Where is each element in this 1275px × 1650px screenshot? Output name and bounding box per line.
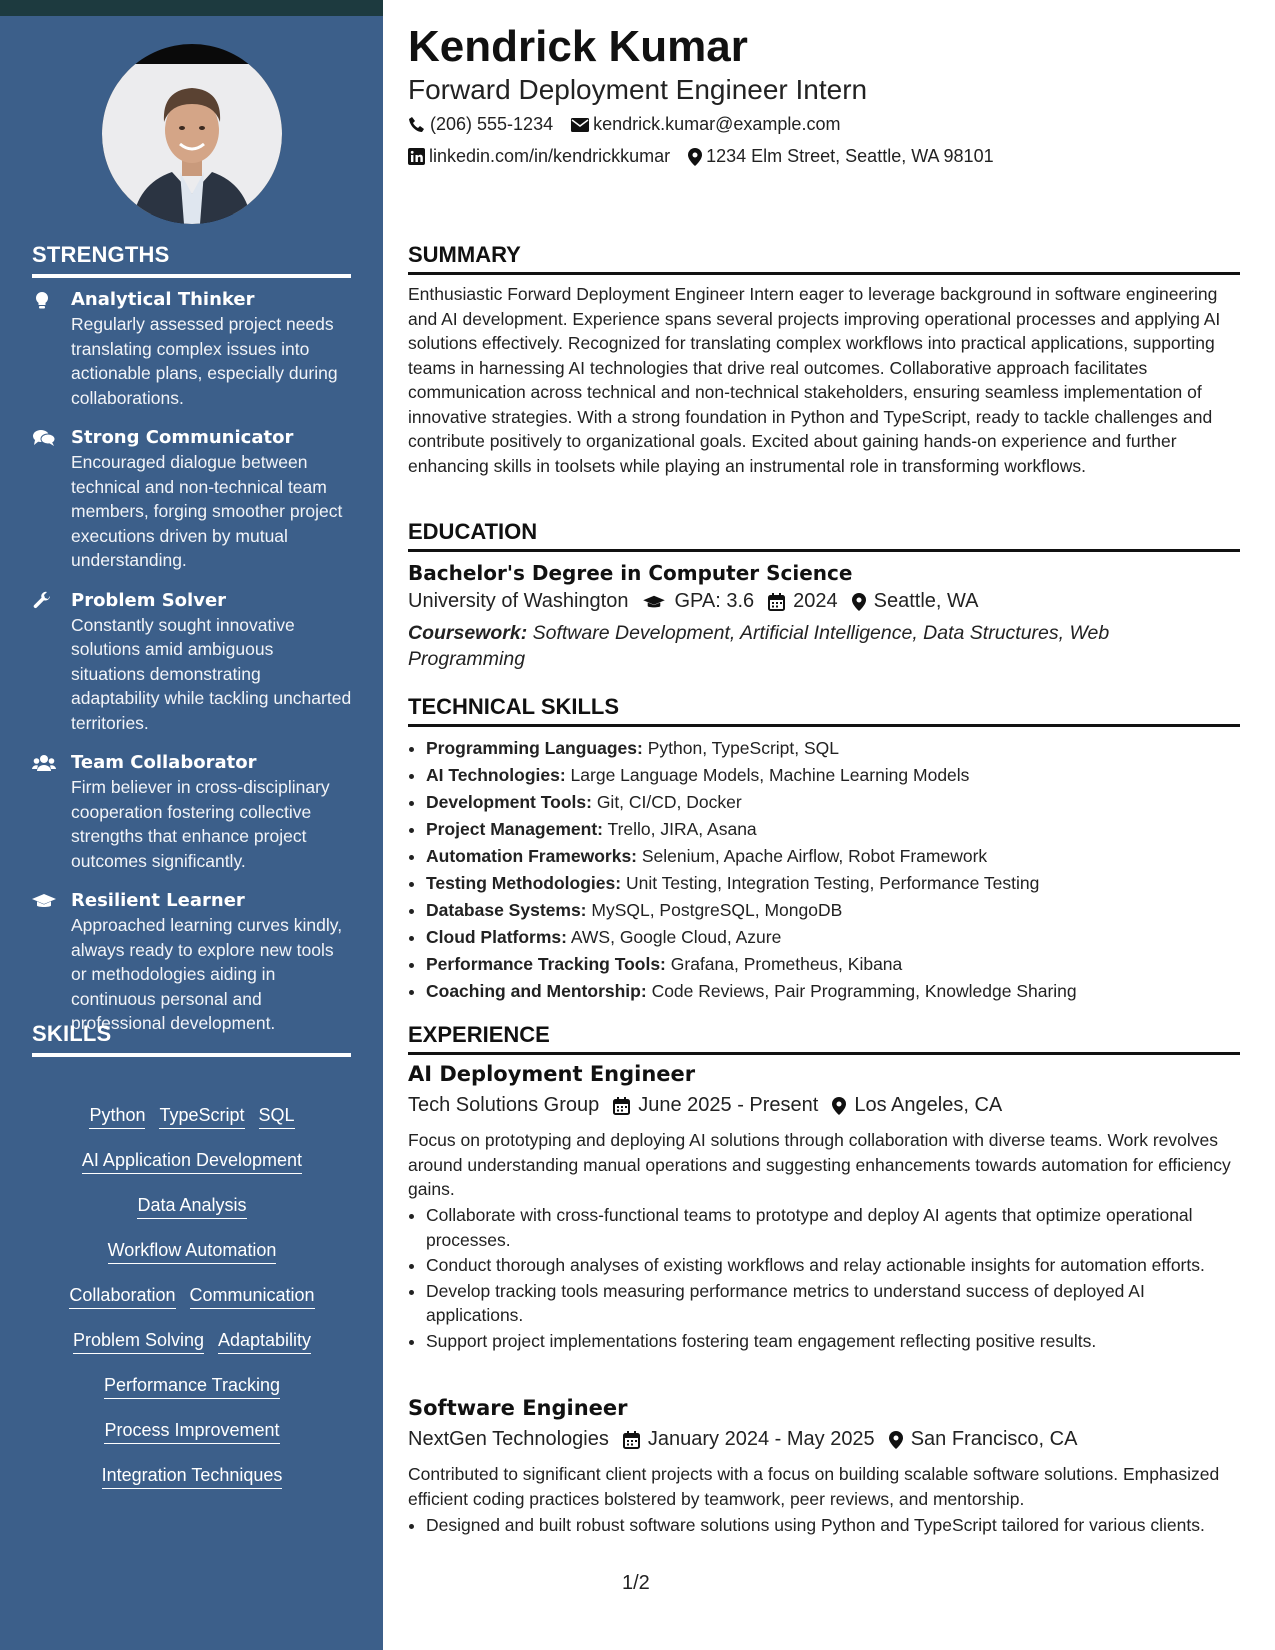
job-meta xyxy=(408,1428,1091,1451)
list-item xyxy=(426,735,1258,762)
list-item xyxy=(426,762,1258,789)
year-text: 2024 xyxy=(793,590,838,612)
technical-skills-list xyxy=(408,735,1258,1005)
location-pin-icon xyxy=(832,1097,846,1115)
coursework xyxy=(408,620,1168,672)
graduation-cap-icon xyxy=(32,891,56,911)
skill-values: Large Language Models, Machine Learning Models xyxy=(565,765,970,785)
job-title: Software Engineer xyxy=(408,1396,628,1420)
contact-row xyxy=(408,114,858,135)
linkedin-icon xyxy=(408,148,425,165)
job-location xyxy=(889,1428,1078,1451)
list-item: • Support project implementations fostering team engagement reflecting positive results. xyxy=(426,1329,1238,1354)
email-contact[interactable] xyxy=(571,114,840,135)
job-location xyxy=(832,1094,1002,1117)
skill-category: Programming Languages: xyxy=(426,738,643,758)
list-item xyxy=(426,843,1258,870)
list-item xyxy=(426,924,1258,951)
strengths-list xyxy=(32,288,352,1052)
company-name: Tech Solutions Group xyxy=(408,1094,600,1116)
strength-title: Problem Solver xyxy=(71,589,227,611)
strength-title: Resilient Learner xyxy=(71,890,245,911)
calendar-icon xyxy=(623,1431,640,1449)
skill-values: Unit Testing, Integration Testing, Performance Testing xyxy=(621,873,1040,893)
job-dates xyxy=(623,1428,875,1451)
coursework-list: Software Development, Artificial Intelligence, Data Structures, Web Programming xyxy=(408,622,1110,670)
strength-description: Approached learning curves kindly, always ready to explore new tools or methodologies aiding in continuous personal and professional development. xyxy=(71,915,343,1033)
email-link[interactable]: kendrick.kumar@example.com xyxy=(593,114,841,134)
skill-values: Selenium, Apache Airflow, Robot Framework xyxy=(637,846,988,866)
summary-text: Enthusiastic Forward Deployment Engineer Intern eager to leverage background in software engineering and AI development. Experience spans several projects improving operational processes and applying AI solutions effectively. Recognized for translating complex workflows into practical applications, supporting teams in harnessing AI technologies that drive real outcomes. Collaborative approach facilitates communication across technical and non-technical stakeholders, ensuring seamless implementation of innovative strategies. With a strong foundation in Python and TypeScript, ready to tackle challenges and contribute positively to organizational goals. Excited about gaining hands-on experience and further enhancing skills in toolsets while playing an instrumental role in transforming workflows. xyxy=(408,284,1221,476)
list-item xyxy=(426,789,1258,816)
gpa xyxy=(642,590,754,613)
skill-tag: Communication xyxy=(190,1284,315,1309)
skill-tag: Integration Techniques xyxy=(102,1464,283,1489)
dates-text: June 2025 - Present xyxy=(638,1094,819,1116)
location-text: Los Angeles, CA xyxy=(854,1094,1003,1116)
location-text: San Francisco, CA xyxy=(910,1428,1078,1450)
job-meta xyxy=(408,1094,1016,1117)
education-meta xyxy=(408,590,993,613)
job-dates xyxy=(613,1094,818,1117)
location-pin-icon xyxy=(852,593,866,611)
strengths-heading: STRENGTHS xyxy=(32,242,351,278)
skill-category: Coaching and Mentorship: xyxy=(426,981,647,1001)
calendar-icon xyxy=(613,1097,630,1115)
skills-tags xyxy=(32,1104,352,1509)
page-number: 1/2 xyxy=(622,1572,650,1594)
calendar-icon xyxy=(768,593,785,611)
education-location xyxy=(852,590,979,613)
skill-values: Trello, JIRA, Asana xyxy=(602,819,757,839)
company-name: NextGen Technologies xyxy=(408,1428,609,1450)
summary-heading: SUMMARY xyxy=(408,242,1240,275)
address-text: 1234 Elm Street, Seattle, WA 98101 xyxy=(706,146,994,166)
profile-photo xyxy=(102,44,282,224)
school-name: University of Washington xyxy=(408,590,629,612)
list-item: • Develop tracking tools measuring performance metrics to understand success of deployed AI applications. xyxy=(426,1279,1238,1328)
list-item xyxy=(426,870,1258,897)
list-item xyxy=(426,897,1258,924)
graduation-cap-icon xyxy=(642,593,666,611)
strength-title: Strong Communicator xyxy=(71,427,294,448)
list-item xyxy=(426,816,1258,843)
experience-heading: EXPERIENCE xyxy=(408,1022,1240,1055)
strength-description: Constantly sought innovative solutions amid ambiguous situations demonstrating adaptability while tackling uncharted territories. xyxy=(71,614,352,733)
phone-icon xyxy=(408,116,426,134)
strength-item xyxy=(32,426,352,573)
lightbulb-icon xyxy=(32,290,56,310)
skill-category: Development Tools: xyxy=(426,792,592,812)
chat-bubbles-icon xyxy=(32,428,56,448)
candidate-role: Forward Deployment Engineer Intern xyxy=(408,74,868,105)
strength-description: Regularly assessed project needs translating complex issues into actionable plans, especially during collaborations. xyxy=(71,314,338,408)
skill-tag: Workflow Automation xyxy=(108,1239,277,1264)
location-text: Seattle, WA xyxy=(873,590,979,612)
skill-values: MySQL, PostgreSQL, MongoDB xyxy=(586,900,843,920)
skill-category: AI Technologies: xyxy=(426,765,566,785)
skill-tag: Python xyxy=(89,1104,145,1129)
coursework-label: Coursework: xyxy=(408,622,528,644)
skill-tag: Process Improvement xyxy=(104,1419,279,1444)
phone-number: (206) 555-1234 xyxy=(430,114,554,134)
skill-category: Cloud Platforms: xyxy=(426,927,567,947)
skill-tag: TypeScript xyxy=(159,1104,244,1129)
skill-values: Git, CI/CD, Docker xyxy=(591,792,742,812)
list-item: • Conduct thorough analyses of existing workflows and relay actionable insights for automation efforts. xyxy=(426,1253,1238,1278)
skill-category: Performance Tracking Tools: xyxy=(426,954,666,974)
address-contact xyxy=(688,146,994,167)
skill-tag: Adaptability xyxy=(218,1329,311,1354)
wrench-icon xyxy=(32,591,56,611)
dates-text: January 2024 - May 2025 xyxy=(647,1428,875,1450)
job-description: Contributed to significant client projects with a focus on building scalable software solutions. Emphasized efficient coding practices bolstered by teamwork, peer reviews, and mentorship. xyxy=(408,1464,1220,1509)
phone-contact xyxy=(408,114,553,135)
skill-tag: Collaboration xyxy=(69,1284,175,1309)
skill-values: Grafana, Prometheus, Kibana xyxy=(665,954,903,974)
strength-description: Firm believer in cross-disciplinary cooperation fostering collective strengths that enhance project outcomes significantly. xyxy=(71,777,330,871)
strength-description: Encouraged dialogue between technical and non-technical team members, forging smoother project executions driven by mutual understanding. xyxy=(71,452,343,570)
linkedin-link[interactable]: linkedin.com/in/kendrickkumar xyxy=(429,146,671,166)
strength-title: Team Collaborator xyxy=(71,752,257,773)
skill-values: AWS, Google Cloud, Azure xyxy=(566,927,782,947)
list-item: • Designed and built robust software solutions using Python and TypeScript tailored for various clients. xyxy=(426,1513,1238,1538)
job-description: Focus on prototyping and deploying AI solutions through collaboration with diverse teams. Work revolves around understanding manual operations and suggesting enhancements towards automation for efficiency gains. xyxy=(408,1130,1231,1199)
skill-category: Automation Frameworks: xyxy=(426,846,637,866)
strength-item xyxy=(32,288,352,410)
sidebar xyxy=(0,16,383,1650)
contact-row xyxy=(408,146,1012,167)
strength-title: Analytical Thinker xyxy=(71,289,255,310)
strength-item xyxy=(32,751,352,873)
candidate-name: Kendrick Kumar xyxy=(408,22,748,71)
skill-values: Python, TypeScript, SQL xyxy=(642,738,840,758)
skill-category: Testing Methodologies: xyxy=(426,873,622,893)
job-bullets xyxy=(408,1203,1238,1354)
skill-values: Code Reviews, Pair Programming, Knowledge Sharing xyxy=(646,981,1077,1001)
job-title: AI Deployment Engineer xyxy=(408,1062,696,1086)
list-item xyxy=(426,951,1258,978)
job-bullets xyxy=(408,1513,1238,1539)
skill-tag: SQL xyxy=(259,1104,295,1129)
list-item: • Collaborate with cross-functional teams to prototype and deploy AI agents that optimize operational processes. xyxy=(426,1203,1238,1252)
location-pin-icon xyxy=(688,148,702,166)
strength-item xyxy=(32,589,352,736)
gpa-text: GPA: 3.6 xyxy=(674,590,755,612)
skill-tag: Performance Tracking xyxy=(104,1374,280,1399)
list-item xyxy=(426,978,1258,1005)
location-pin-icon xyxy=(889,1431,903,1449)
sidebar-top-bar xyxy=(0,0,383,16)
degree-title: Bachelor's Degree in Computer Science xyxy=(408,561,853,585)
envelope-icon xyxy=(571,118,589,132)
skill-tag: Problem Solving xyxy=(73,1329,204,1354)
portrait-image xyxy=(102,44,282,224)
graduation-year xyxy=(768,590,838,613)
skill-tag: AI Application Development xyxy=(82,1149,302,1174)
technical-skills-heading: TECHNICAL SKILLS xyxy=(408,694,1240,727)
skill-category: Project Management: xyxy=(426,819,603,839)
skills-heading: SKILLS xyxy=(32,1021,351,1057)
skill-tag: Data Analysis xyxy=(137,1194,246,1219)
education-heading: EDUCATION xyxy=(408,519,1240,552)
users-icon xyxy=(32,753,56,773)
linkedin-contact[interactable] xyxy=(408,146,670,167)
skill-category: Database Systems: xyxy=(426,900,587,920)
strength-item xyxy=(32,889,352,1036)
